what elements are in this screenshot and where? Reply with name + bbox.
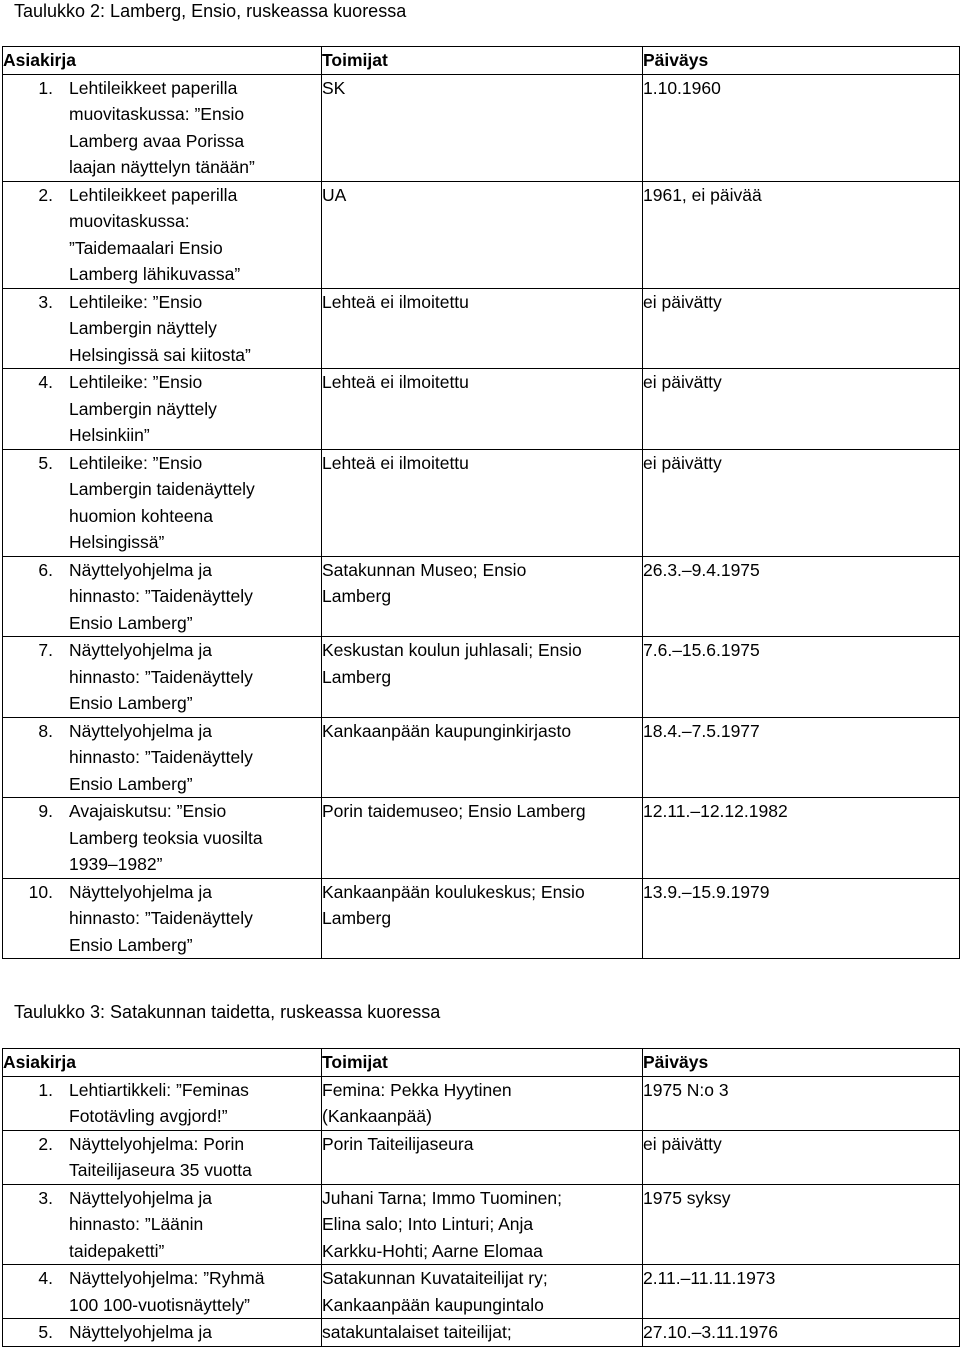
table2-header-row [3,47,960,75]
document-item [3,1265,321,1318]
document-item [3,182,321,288]
date-line: 18.4.–7.5.1977 [643,720,760,741]
document-cell [3,1076,322,1130]
document-cell [3,288,322,369]
date-line: 7.6.–15.6.1975 [643,640,760,660]
actors-line: Juhani Tarna; Immo Tuominen; [322,1187,562,1208]
actors-line: Elina salo; Into Linturi; Anja [322,1214,534,1234]
document-title [69,637,321,717]
title-line: Lambergin taidenäyttely [69,479,255,499]
date-cell [643,556,960,637]
title-line: laajan näyttelyn tänään” [69,157,255,177]
table-row [3,369,960,450]
date-line: 1961, ei päivää [643,184,762,205]
title-line: Näyttelyohjelma ja [69,640,212,660]
table-row [3,1076,960,1130]
title-line: Lamberg avaa Porissa [69,130,245,151]
document-item [3,718,321,798]
actors-cell [322,637,643,718]
title-line: Lehtileikkeet paperilla [69,184,238,205]
document-cell [3,1184,322,1265]
document-item [3,1185,321,1265]
actors-cell [322,1184,643,1265]
document-cell [3,556,322,637]
document-cell [3,449,322,556]
actors-line: Femina: Pekka Hyytinen [322,1079,512,1100]
actors-line: Lamberg [322,908,392,928]
document-title [69,369,321,449]
date-cell [643,717,960,798]
table2-caption: Taulukko 2: Lamberg, Ensio, ruskeassa kuoressa [14,1,407,21]
title-line: Näyttelyohjelma ja [69,1322,212,1342]
document-title [69,1319,321,1346]
title-line: Helsinkiin” [69,425,150,445]
actors-line: Satakunnan Museo; Ensio [322,559,527,580]
actors-cell [322,717,643,798]
item-number: 3. [38,291,53,312]
table-row [3,1265,960,1319]
title-line: Näyttelyohjelma ja [69,720,212,741]
document-title [69,182,321,288]
document-item [3,75,321,181]
actors-line: satakuntalaiset taiteilijat; [322,1322,512,1342]
title-line: ”Taidemaalari Ensio [69,237,223,258]
title-line: 100 100-vuotisnäyttely” [69,1294,250,1315]
date-line: 1975 syksy [643,1187,731,1208]
table3-header-row [3,1049,960,1077]
title-line: 1939–1982” [69,854,163,874]
column-header-asiakirja: Asiakirja [3,47,322,75]
title-line: Lamberg lähikuvassa” [69,264,241,284]
date-line: ei päivätty [643,291,722,312]
document-item [3,1319,321,1346]
item-number: 1. [38,77,53,98]
title-line: taidepaketti” [69,1240,165,1261]
date-line: 12.11.–12.12.1982 [643,801,788,821]
document-title [69,879,321,959]
date-cell [643,74,960,181]
actors-line: Kankaanpään kaupunginkirjasto [322,720,572,741]
date-line: ei päivätty [643,1133,722,1154]
title-line: Ensio Lamberg” [69,934,193,955]
title-line: Ensio Lamberg” [69,612,193,633]
document-title [69,718,321,798]
title-line: Helsingissä” [69,532,165,552]
actors-cell [322,449,643,556]
actors-line: Lehteä ei ilmoitettu [322,372,469,392]
actors-line: Lehteä ei ilmoitettu [322,452,469,473]
actors-line: Kankaanpään koulukeskus; Ensio [322,881,585,902]
column-header-paivays: Päiväys [643,1049,960,1077]
column-header-paivays: Päiväys [643,47,960,75]
title-line: Helsingissä sai kiitosta” [69,344,251,365]
document-item [3,879,321,959]
item-number: 4. [38,372,53,392]
item-number: 8. [38,720,53,741]
table3-caption: Taulukko 3: Satakunnan taidetta, ruskeassa kuoressa [14,1002,441,1022]
title-line: Lehtileike: ”Ensio [69,452,203,473]
title-line: Näyttelyohjelma ja [69,1187,212,1208]
date-cell [643,1076,960,1130]
date-line: 13.9.–15.9.1979 [643,881,770,902]
table3 [2,1048,960,1347]
title-line: Ensio Lamberg” [69,693,193,713]
table-row [3,288,960,369]
document-title [69,1077,321,1130]
date-cell [643,1184,960,1265]
actors-cell [322,369,643,450]
actors-line: Lamberg [322,586,392,606]
document-title [69,450,321,556]
actors-cell [322,878,643,959]
document-cell [3,369,322,450]
document-cell [3,1130,322,1184]
document-title [69,1265,321,1318]
title-line: huomion kohteena [69,505,213,526]
document-item [3,557,321,637]
actors-cell [322,556,643,637]
title-line: muovitaskussa: [69,211,190,231]
title-line: Lehtileike: ”Ensio [69,372,203,392]
document-cell [3,1265,322,1319]
title-line: Fototävling avgjord!” [69,1106,228,1126]
item-number: 1. [38,1079,53,1100]
title-line: muovitaskussa: ”Ensio [69,104,245,124]
item-number: 2. [38,184,53,205]
title-line: Taiteilijaseura 35 vuotta [69,1160,252,1180]
date-cell [643,181,960,288]
document-cell [3,878,322,959]
actors-cell [322,74,643,181]
actors-cell [322,288,643,369]
column-header-asiakirja: Asiakirja [3,1049,322,1077]
document-item [3,1131,321,1184]
date-cell [643,449,960,556]
document-item [3,369,321,449]
item-number: 9. [38,801,53,821]
title-line: hinnasto: ”Taidenäyttely [69,586,253,606]
actors-cell [322,1076,643,1130]
document-item [3,450,321,556]
date-line: 1975 N:o 3 [643,1079,729,1100]
column-header-toimijat: Toimijat [322,47,643,75]
title-line: hinnasto: ”Taidenäyttely [69,908,253,928]
document-title [69,75,321,181]
actors-cell [322,1265,643,1319]
date-line: 27.10.–3.11.1976 [643,1322,778,1342]
table-row [3,798,960,879]
date-cell [643,798,960,879]
date-cell [643,369,960,450]
table-row [3,878,960,959]
document-item [3,1077,321,1130]
date-cell [643,288,960,369]
item-number: 3. [38,1187,53,1208]
document-title [69,557,321,637]
title-line: Lambergin näyttely [69,398,217,419]
title-line: Lehtileikkeet paperilla [69,77,238,98]
item-number: 10. [28,881,53,902]
document-cell [3,717,322,798]
item-number: 2. [38,1133,53,1154]
actors-cell [322,798,643,879]
actors-line: Kankaanpään kaupungintalo [322,1294,544,1315]
title-line: Lehtiartikkeli: ”Feminas [69,1079,249,1100]
table-row [3,1319,960,1347]
actors-line: Porin taidemuseo; Ensio Lamberg [322,801,586,821]
date-cell [643,1265,960,1319]
table2 [2,46,960,959]
table-row [3,637,960,718]
date-line: 1.10.1960 [643,77,721,98]
date-line: 26.3.–9.4.1975 [643,559,760,580]
document-cell [3,74,322,181]
document-title [69,1185,321,1265]
date-line: ei päivätty [643,372,722,392]
document-cell [3,798,322,879]
table-row [3,74,960,181]
actors-cell [322,181,643,288]
actors-line: SK [322,77,346,98]
title-line: hinnasto: ”Läänin [69,1214,204,1234]
title-line: Näyttelyohjelma ja [69,559,212,580]
item-number: 6. [38,559,53,580]
title-line: hinnasto: ”Taidenäyttely [69,666,253,687]
actors-line: Satakunnan Kuvataiteilijat ry; [322,1268,548,1288]
document-item [3,798,321,878]
title-line: Lehtileike: ”Ensio [69,291,203,312]
actors-line: Lehteä ei ilmoitettu [322,291,469,312]
actors-line: Porin Taiteilijaseura [322,1133,474,1154]
item-number: 4. [38,1268,53,1288]
table-row [3,556,960,637]
item-number: 5. [38,452,53,473]
actors-line: UA [322,184,347,205]
document-title [69,1131,321,1184]
title-line: Avajaiskutsu: ”Ensio [69,801,227,821]
document-cell [3,181,322,288]
table-row [3,1184,960,1265]
table-row [3,181,960,288]
document-title [69,798,321,878]
document-item [3,289,321,369]
date-cell [643,637,960,718]
document-title [69,289,321,369]
title-line: Lambergin näyttely [69,318,217,338]
title-line: Näyttelyohjelma ja [69,881,212,902]
actors-line: Karkku-Hohti; Aarne Elomaa [322,1240,543,1261]
title-line: Näyttelyohjelma: ”Ryhmä [69,1268,265,1288]
actors-cell [322,1130,643,1184]
date-line: ei päivätty [643,452,722,473]
actors-line: (Kankaanpää) [322,1106,432,1126]
date-cell [643,878,960,959]
item-number: 5. [38,1322,53,1342]
date-cell [643,1130,960,1184]
title-line: hinnasto: ”Taidenäyttely [69,747,253,767]
item-number: 7. [38,640,53,660]
document-item [3,637,321,717]
title-line: Lamberg teoksia vuosilta [69,827,263,848]
table-row [3,717,960,798]
actors-line: Keskustan koulun juhlasali; Ensio [322,640,582,660]
title-line: Näyttelyohjelma: Porin [69,1133,245,1154]
table-row [3,1130,960,1184]
date-line: 2.11.–11.11.1973 [643,1268,776,1288]
date-cell [643,1319,960,1347]
document-cell [3,637,322,718]
actors-line: Lamberg [322,666,392,687]
table-row [3,449,960,556]
column-header-toimijat: Toimijat [322,1049,643,1077]
actors-cell [322,1319,643,1347]
document-cell [3,1319,322,1347]
title-line: Ensio Lamberg” [69,773,193,794]
